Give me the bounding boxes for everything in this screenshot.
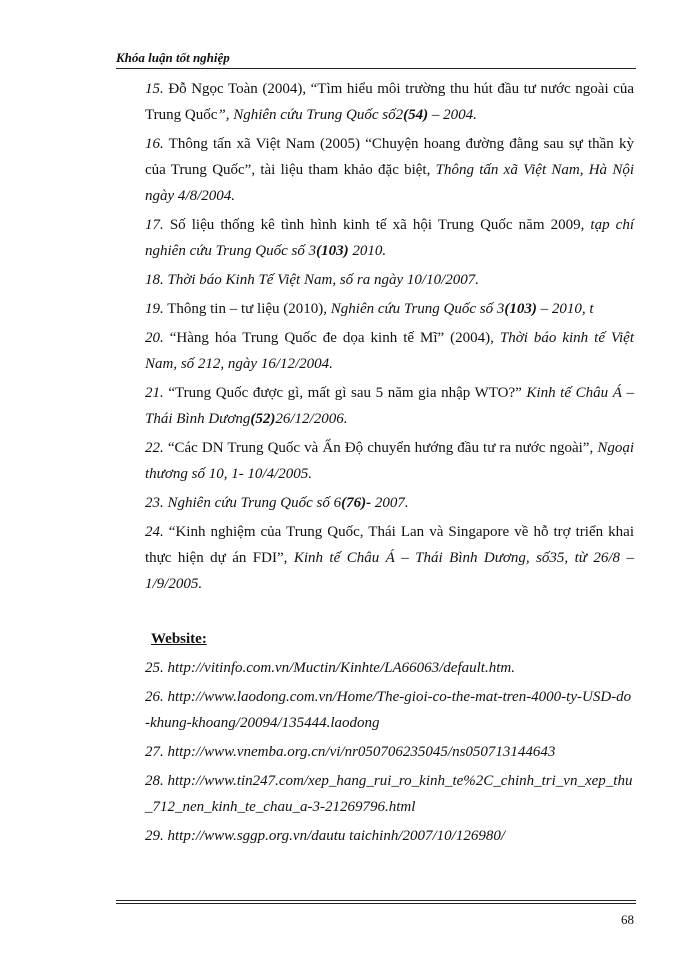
reference-item: 17. Số liệu thống kê tình hình kinh tế xã hội Trung Quốc năm 2009, tạp chí nghiên cứu Trung Quốc số 3(103) 2010. [145, 217, 634, 259]
running-header: Khóa luận tốt nghiệp [116, 50, 230, 65]
website-link[interactable]: 28. http://www.tin247.com/xep_hang_rui_ro_kinh_te%2C_chinh_tri_vn_xep_thu_712_nen_kinh_te_chau_a-3-21269796.html [145, 773, 633, 815]
reference-item: 23. Nghiên cứu Trung Quốc số 6(76)- 2007. [145, 495, 409, 511]
reference-item: 21. “Trung Quốc được gì, mất gì sau 5 năm gia nhập WTO?” Kinh tế Châu Á – Thái Bình Dương(52)26/12/2006. [145, 385, 634, 427]
website-link[interactable]: 25. http://vitinfo.com.vn/Muctin/Kinhte/LA66063/default.htm. [145, 660, 515, 676]
reference-item: 18. Thời báo Kinh Tế Việt Nam, số ra ngày 10/10/2007. [145, 272, 479, 288]
website-heading: Website: [151, 631, 207, 647]
website-link[interactable]: 29. http://www.sggp.org.vn/dautu taichinh/2007/10/126980/ [145, 828, 506, 844]
footer-rule [116, 900, 636, 901]
reference-item: 19. Thông tin – tư liệu (2010), Nghiên cứu Trung Quốc số 3(103) – 2010, t [145, 301, 594, 317]
header-rule [116, 68, 636, 69]
reference-item: 24. “Kinh nghiệm của Trung Quốc, Thái Lan và Singapore về hỗ trợ triển khai thực hiện dự án FDI”, Kinh tế Châu Á – Thái Bình Dương, số35, từ 26/8 – 1/9/2005. [145, 524, 634, 592]
website-link[interactable]: 27. http://www.vnemba.org.cn/vi/nr050706235045/ns050713144643 [145, 744, 556, 760]
website-link[interactable]: 26. http://www.laodong.com.vn/Home/The-gioi-co-the-mat-tren-4000-ty-USD-do-khung-khoang/20094/135444.laodong [145, 689, 632, 731]
reference-item: 15. Đỗ Ngọc Toàn (2004), “Tìm hiểu môi trường thu hút đầu tư nước ngoài của Trung Quốc”, Nghiên cứu Trung Quốc số2(54) – 2004. [145, 81, 634, 123]
footer-rule [116, 903, 636, 904]
reference-item: 20. “Hàng hóa Trung Quốc đe dọa kinh tế Mĩ” (2004), Thời báo kinh tế Việt Nam, số 212, ngày 16/12/2004. [145, 330, 634, 372]
website-list [116, 655, 634, 852]
reference-item: 22. “Các DN Trung Quốc và Ấn Độ chuyển hướng đầu tư ra nước ngoài”, Ngoại thương số 10, 1- 10/4/2005. [145, 440, 634, 482]
reference-list [116, 76, 634, 600]
page-number: 68 [621, 912, 634, 927]
reference-item: 16. Thông tấn xã Việt Nam (2005) “Chuyện hoang đường đằng sau sự thần kỳ của Trung Quốc”, tài liệu tham khảo đặc biệt, Thông tấn xã Việt Nam, Hà Nội ngày 4/8/2004. [145, 136, 634, 204]
